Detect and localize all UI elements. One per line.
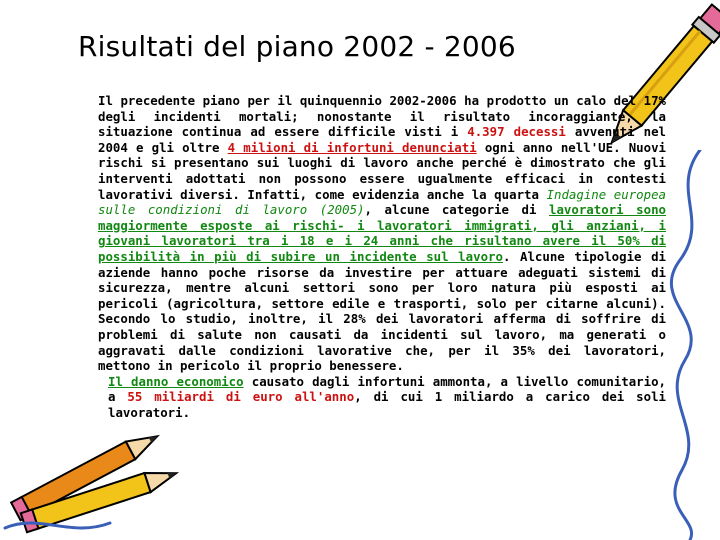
text-segment: ogni anno nell'UE. Nuovi rischi si presentano sui luoghi di lavoro anche perché è dimostrato che gli interventi adottati non possono essere ugualmente efficaci in contesti lavorativi diversi. Infatti, come evidenzia anche la quarta xyxy=(98,139,666,202)
text-segment: , di cui 1 miliardo a carico dei soli lavoratori. xyxy=(108,389,667,420)
text-segment: . Alcune tipologie di aziende hanno poche risorse da investire per attuare adeguati sistemi di sicurezza, mentre alcuni settori sono per loro natura più esposti ai pericoli (agricoltura, settore edile e trasporti, solo per citarne alcuni). Secondo lo studio, inoltre, il 28% dei lavoratori afferma di soffrire di problemi di salute non causati da incidenti sul lavoro, ma generati o aggravati dalle condizioni lavorative che, per il 35% dei lavoratori, mettono in pericolo il proprio benessere. xyxy=(98,248,666,374)
squiggle-line-icon xyxy=(660,150,720,540)
paragraph-1 xyxy=(92,93,666,374)
text-segment: causato dagli infortuni ammonta, a livello comunitario, a xyxy=(108,373,667,405)
slide-body xyxy=(92,93,666,420)
highlight-decessi: 4.397 decessi xyxy=(467,124,566,140)
highlight-indagine: Indagine europea sulle condizioni di lavoro (2005) xyxy=(98,186,667,218)
highlight-infortuni: 4 milioni di infortuni denunciati xyxy=(227,139,477,155)
slide-title: Risultati del piano 2002 - 2006 xyxy=(78,30,516,63)
highlight-danno: Il danno economico xyxy=(108,373,244,389)
text-segment: , alcune categorie di xyxy=(364,202,549,218)
highlight-lavoratori: lavoratori sono maggiormente esposte ai rischi- i lavoratori immigrati, gli anziani, i giovani lavoratori tra i 18 e i 24 anni che risultano avere il 50% di possibilità in più di subire un incidente sul lavoro xyxy=(98,202,666,264)
highlight-miliardi: 55 miliardi di euro all'anno xyxy=(127,389,355,405)
text-segment: avvenuti nel 2004 e gli oltre xyxy=(98,124,666,155)
text-segment: Il precedente piano per il quinquennio 2002-2006 ha prodotto un calo del 17% degli incidenti mortali; nonostante il risultato incoraggiante, la situazione continua ad essere difficile visti i xyxy=(98,93,666,140)
paragraph-2 xyxy=(92,374,666,421)
pencils-icon xyxy=(0,418,200,540)
